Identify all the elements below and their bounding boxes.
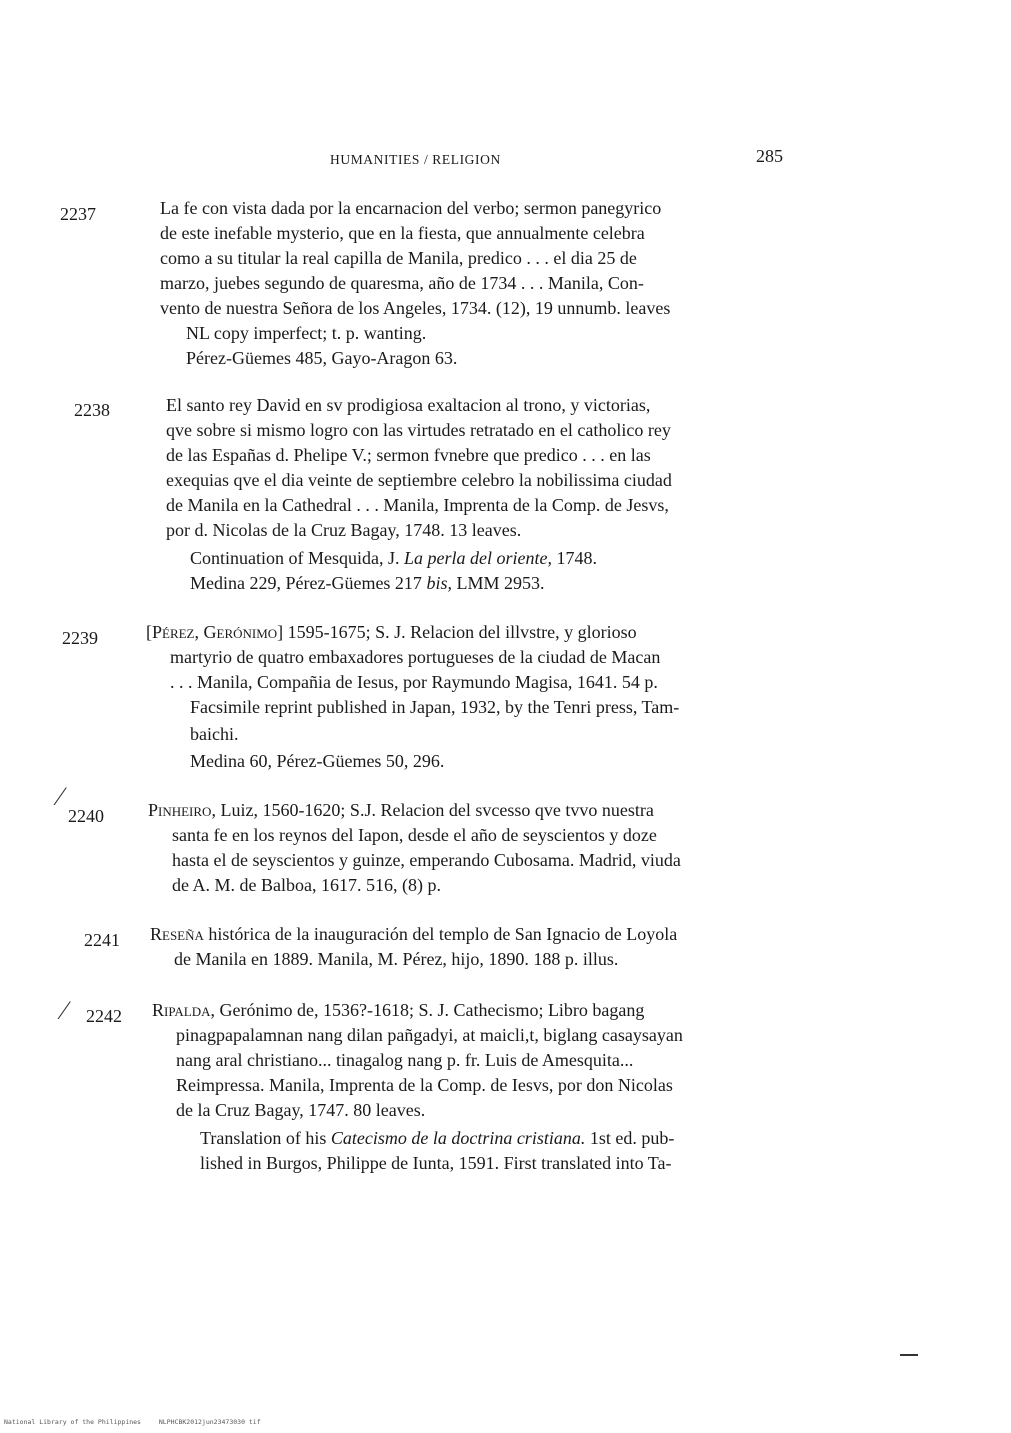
entry-number: 2242 [86,1006,122,1026]
margin-mark [900,1354,918,1356]
entry-text-line: santa fe en los reynos del Iapon, desde el año de seyscientos y doze [172,825,657,845]
entry-author: Reseña [150,924,204,944]
entry-text-line: Reimpressa. Manila, Imprenta de la Comp. de Iesvs, por don Nicolas [176,1075,673,1095]
entry-text-line: marzo, juebes segundo de quaresma, año de 1734 . . . Manila, Con- [160,273,644,293]
entry-text-line: de Manila en 1889. Manila, M. Pérez, hijo, 1890. 188 p. illus. [174,949,619,969]
entry-author: Pinheiro, [148,800,216,820]
entry-text-line: de las Españas d. Phelipe V.; sermon fvnebre que predico . . . en las [166,445,651,465]
entry-text-line: exequias qve el dia veinte de septiembre celebro la nobilissima ciudad [166,470,672,490]
entry-note: Pérez-Güemes 485, Gayo-Aragon 63. [186,348,458,368]
entry-note: NL copy imperfect; t. p. wanting. [186,323,427,343]
entry-text-line: de la Cruz Bagay, 1747. 80 leaves. [176,1100,426,1120]
entry-text-line: Reseña histórica de la inauguración del templo de San Ignacio de Loyola [150,924,678,944]
entry-text-line: hasta el de seyscientos y guinze, emperando Cubosama. Madrid, viuda [172,850,681,870]
entry-text-line: nang aral christiano... tinagalog nang p. fr. Luis de Amesquita... [176,1050,634,1070]
checkmark-icon: ⁄ [62,996,67,1025]
entry-text-line: pinagpapalamnan nang dilan pañgadyi, at maicli,t, biglang casaysayan [176,1025,683,1045]
entry-text-line: vento de nuestra Señora de los Angeles, 1734. (12), 19 unnumb. leaves [160,298,671,318]
entry-note: lished in Burgos, Philippe de Iunta, 1591. First translated into Ta- [200,1153,672,1173]
page-header [0,146,1011,176]
entry-note: Continuation of Mesquida, J. La perla del oriente, 1748. [190,548,597,568]
entry-text-line: [Pérez, Gerónimo] 1595-1675; S. J. Relacion del illvstre, y glorioso [146,622,637,642]
entry-text-line: El santo rey David en sv prodigiosa exaltacion al trono, y victorias, [166,395,651,415]
entry-text-line: de A. M. de Balboa, 1617. 516, (8) p. [172,875,441,895]
entry-text-line: de este inefable mysterio, que en la fiesta, que annualmente celebra [160,223,645,243]
page-number: 285 [756,146,783,166]
checkmark-icon: ⁄ [58,782,63,811]
entry-number: 2237 [60,204,96,224]
entry-number: 2238 [74,400,110,420]
entry-note: Facsimile reprint published in Japan, 1932, by the Tenri press, Tam- [190,697,680,717]
running-head: HUMANITIES / RELIGION [330,152,501,167]
entry-number: 2241 [84,930,120,950]
entry-text-line: de Manila en la Cathedral . . . Manila, Imprenta de la Comp. de Jesvs, [166,495,669,515]
scan-footer [4,1418,275,1426]
entry-note: Medina 60, Pérez-Güemes 50, 296. [190,751,445,771]
entry-text-line: . . . Manila, Compañia de Iesus, por Raymundo Magisa, 1641. 54 p. [170,672,658,692]
entry-text-line: Pinheiro, Luiz, 1560-1620; S.J. Relacion del svcesso qve tvvo nuestra [148,800,654,820]
entry-text-line: como a su titular la real capilla de Manila, predico . . . el dia 25 de [160,248,637,268]
footer-library: National Library of the Philippines [4,1418,141,1426]
entry-text-line: qve sobre si mismo logro con las virtudes retratado en el catholico rey [166,420,671,440]
entry-text-line: martyrio de quatro embaxadores portugueses de la ciudad de Macan [170,647,661,667]
entry-note: Medina 229, Pérez-Güemes 217 bis, LMM 2953. [190,573,545,593]
entry-author: [Pérez, Gerónimo] [146,622,284,642]
footer-file-id: NLPHCBK2012jun23473030 tif [158,1418,261,1426]
entry-text-line: por d. Nicolas de la Cruz Bagay, 1748. 13 leaves. [166,520,522,540]
entry-note: Translation of his Catecismo de la doctrina cristiana. 1st ed. pub- [200,1128,675,1148]
entry-number: 2239 [62,628,98,648]
entry-text-line: La fe con vista dada por la encarnacion del verbo; sermon panegyrico [160,198,662,218]
entry-number: 2240 [68,806,104,826]
entry-author: Ripalda, [152,1000,215,1020]
entry-text-line: Ripalda, Gerónimo de, 1536?-1618; S. J. Cathecismo; Libro bagang [152,1000,645,1020]
entry-note: baichi. [190,724,239,744]
